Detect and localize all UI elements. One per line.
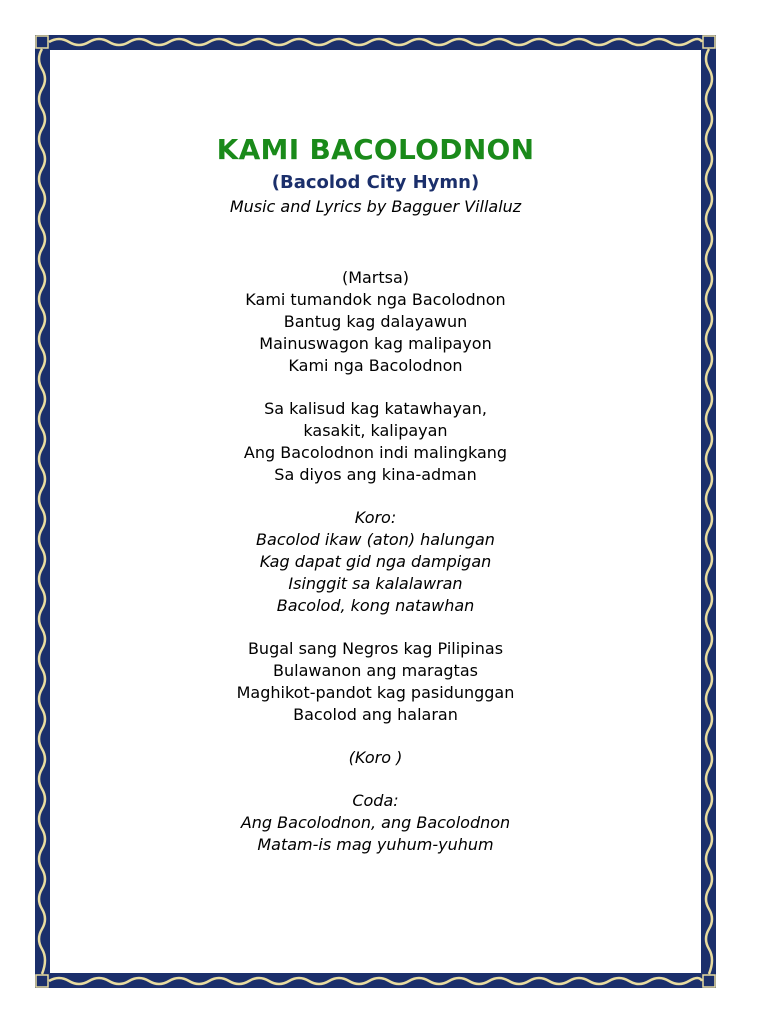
decorative-border xyxy=(35,35,716,988)
hymn-content xyxy=(50,133,701,856)
page-title: KAMI BACOLODNON xyxy=(216,133,535,166)
stanza-line: Bantug kag dalayawun xyxy=(283,312,468,331)
stanza-line: Ang Bacolodnon indi malingkang xyxy=(243,443,508,462)
stanza-3 xyxy=(50,638,701,726)
stanza-line: Bulawanon ang maragtas xyxy=(273,661,478,680)
stanza-line: Sa diyos ang kina-adman xyxy=(274,465,477,484)
stanza-line: Sa kalisud kag katawhayan, xyxy=(264,399,487,418)
coda xyxy=(50,790,701,856)
chorus xyxy=(50,507,701,617)
stanza-line: kasakit, kalipayan xyxy=(303,421,448,440)
stanza-line: (Martsa) xyxy=(341,268,410,287)
stanza-1 xyxy=(50,267,701,377)
coda-heading: Coda: xyxy=(352,791,399,810)
stanza-line: Bacolod ang halaran xyxy=(293,705,458,724)
stanza-line: Kag dapat gid nga dampigan xyxy=(259,552,492,571)
stanza-line: Mainuswagon kag malipayon xyxy=(259,334,492,353)
page-body xyxy=(49,49,702,974)
stanza-line: Maghikot-pandot kag pasidunggan xyxy=(236,683,515,702)
chorus-heading: Koro: xyxy=(354,508,397,527)
author-credit: Music and Lyrics by Bagguer Villaluz xyxy=(229,197,522,216)
stanza-line: Kami nga Bacolodnon xyxy=(288,356,463,375)
stanza-line: Ang Bacolodnon, ang Bacolodnon xyxy=(240,813,511,832)
stanza-line: Kami tumandok nga Bacolodnon xyxy=(245,290,506,309)
page-subtitle: (Bacolod City Hymn) xyxy=(271,172,480,193)
stanza-line: Bacolod, kong natawhan xyxy=(276,596,475,615)
stanza-line: Matam-is mag yuhum-yuhum xyxy=(257,835,494,854)
chorus-repeat-marker: (Koro ) xyxy=(348,748,403,767)
stanza-2 xyxy=(50,398,701,486)
stanza-line: Bacolod ikaw (aton) halungan xyxy=(256,530,495,549)
stanza-line: Isinggit sa kalalawran xyxy=(288,574,463,593)
stanza-line: Bugal sang Negros kag Pilipinas xyxy=(247,639,504,658)
chorus-repeat xyxy=(50,747,701,769)
